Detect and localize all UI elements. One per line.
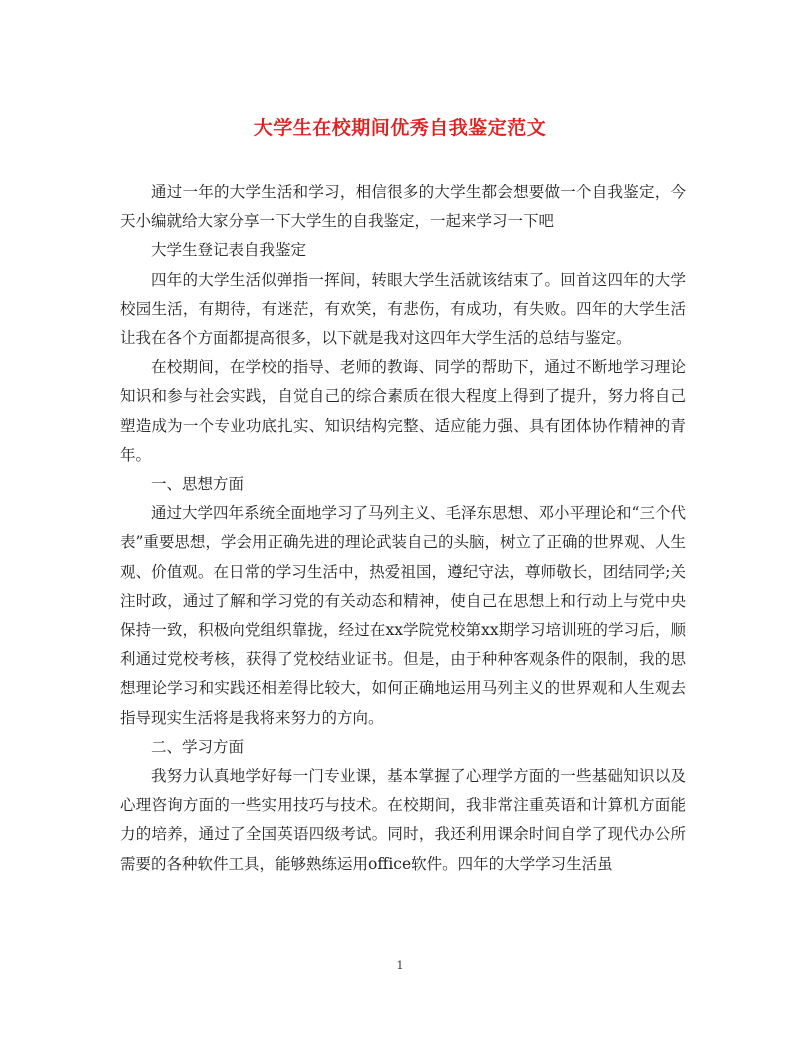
body-paragraph: 我努力认真地学好每一门专业课，基本掌握了心理学方面的一些基础知识以及心理咨询方面的一些实用技巧与技术。在校期间，我非常注重英语和计算机方面能力的培养，通过了全国英语四级考试。同时，我还利用课余时间自学了现代办公所需要的各种软件工具，能够熟练运用office软件。四年的大学学习生活虽 xyxy=(120,767,686,873)
intro-paragraph: 通过一年的大学生活和学习，相信很多的大学生都会想要做一个自我鉴定，今天小编就给大家分享一下大学生的自我鉴定，一起来学习一下吧 xyxy=(120,183,686,231)
body-paragraph: 四年的大学生活似弹指一挥间，转眼大学生活就该结束了。回首这四年的大学校园生活，有期待，有迷茫，有欢笑，有悲伤，有成功，有失败。四年的大学生活让我在各个方面都提高很多，以下就是我对这四年大学生活的总结与鉴定。 xyxy=(120,270,686,348)
section-heading-study: 二、学习方面 xyxy=(151,737,245,756)
document-title: 大学生在校期间优秀自我鉴定范文 xyxy=(253,117,547,139)
body-paragraph: 通过大学四年系统全面地学习了马列主义、毛泽东思想、邓小平理论和“三个代表”重要思想，学会用正确先进的理论武装自己的头脑，树立了正确的世界观、人生观、价值观。在日常的学习生活中，热爱祖国，遵纪守法，尊师敬长，团结同学;关注时政，通过了解和学习党的有关动态和精神，使自己在思想上和行动上与党中央保持一致，积极向党组织靠拢，经过在xx学院党校第xx期学习培训班的学习后，顺利通过党校考核，获得了党校结业证书。但是，由于种种客观条件的限制，我的思想理论学习和实践还相差得比较大，如何正确地运用马列主义的世界观和人生观去指导现实生活将是我将来努力的方向。 xyxy=(120,504,686,727)
document-body xyxy=(120,178,686,879)
section-heading-registration: 大学生登记表自我鉴定 xyxy=(151,241,307,260)
page-number: 1 xyxy=(396,959,404,972)
section-heading-ideology: 一、思想方面 xyxy=(151,475,245,494)
body-paragraph: 在校期间，在学校的指导、老师的教诲、同学的帮助下，通过不断地学习理论知识和参与社会实践，自觉自己的综合素质在很大程度上得到了提升，努力将自己塑造成为一个专业功底扎实、知识结构完整、适应能力强、具有团体协作精神的青年。 xyxy=(120,358,686,464)
